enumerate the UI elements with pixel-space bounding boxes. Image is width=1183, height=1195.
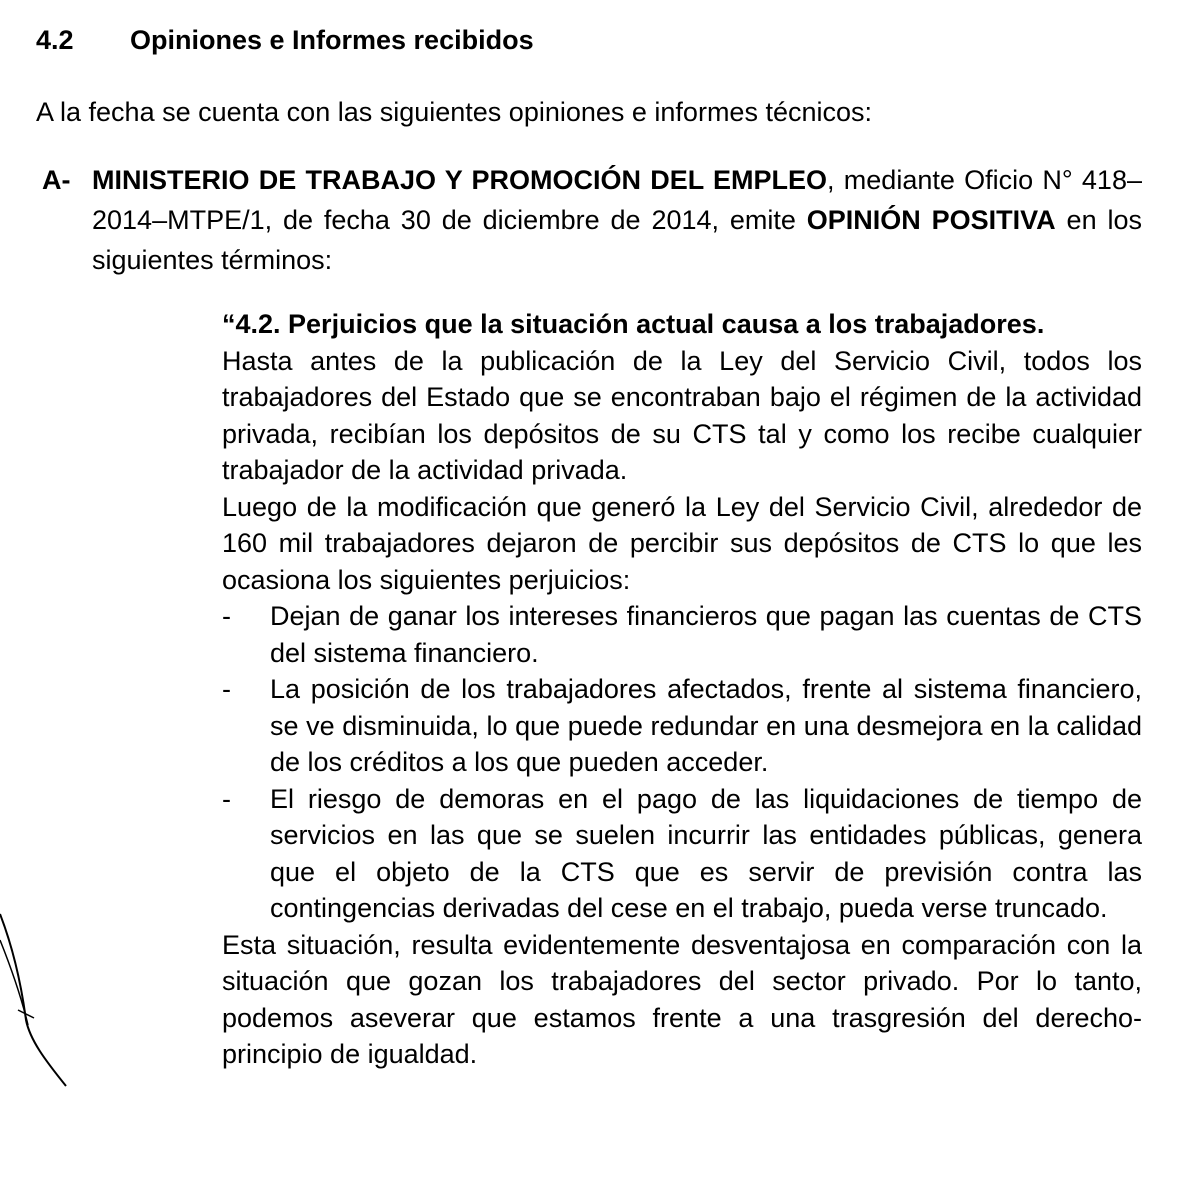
section-heading (36, 22, 534, 58)
quote-paragraph-3: Esta situación, resulta evidentemente desventajosa en comparación con la situación que gozan los trabajadores del sector privado. Por lo tanto, podemos aseverar que estamos frente a una trasgresión del derecho-principio de igualdad. (222, 929, 1142, 1069)
quoted-block (222, 306, 1142, 1073)
list-item (222, 671, 1142, 781)
quote-paragraph-1: Hasta antes de la publicación de la Ley del Servicio Civil, todos los trabajadores del Estado que se encontraban bajo el régimen de la actividad privada, recibían los depósitos de su CTS tal y como los recibe cualquier trabajador de la actividad privada. (222, 345, 1142, 485)
quote-heading: “4.2. Perjuicios que la situación actual causa a los trabajadores. (222, 309, 1045, 339)
perjuicios-list (222, 598, 1142, 927)
list-item-text: El riesgo de demoras en el pago de las liquidaciones de tiempo de servicios en las que se suelen incurrir las entidades públicas, genera que el objeto de la CTS que es servir de previsión contra las contingencias derivadas del cese en el trabajo, pueda verse truncado. (270, 783, 1142, 923)
list-item (222, 781, 1142, 927)
list-item-text: Dejan de ganar los intereses financieros que pagan las cuentas de CTS del sistema financiero. (270, 601, 1142, 668)
list-dash: - (222, 601, 231, 631)
entry-body (92, 160, 1142, 280)
entry-text-2: en los siguientes términos: (92, 205, 1142, 275)
entry-marker: A- (42, 165, 71, 195)
list-dash: - (222, 674, 231, 704)
intro-paragraph: A la fecha se cuenta con las siguientes opiniones e informes técnicos: (36, 97, 872, 127)
section-title: Opiniones e Informes recibidos (130, 25, 534, 55)
list-item (222, 598, 1142, 671)
organization-name: MINISTERIO DE TRABAJO Y PROMOCIÓN DEL EMPLEO (92, 165, 828, 195)
opinion-label: OPINIÓN POSITIVA (806, 205, 1056, 235)
entry-text-1: , mediante Oficio N° 418–2014–MTPE/1, de fecha 30 de diciembre de 2014, emite (92, 165, 1142, 235)
quote-paragraph-2: Luego de la modificación que generó la Ley del Servicio Civil, alrededor de 160 mil trabajadores dejaron de percibir sus depósitos de CTS lo que les ocasiona los siguientes perjuicios: (222, 491, 1142, 595)
section-number: 4.2 (36, 25, 74, 55)
margin-signature-mark (0, 900, 80, 1100)
list-item-text: La posición de los trabajadores afectados, frente al sistema financiero, se ve disminuida, lo que puede redundar en una desmejora en la calidad de los créditos a los que pueden acceder. (270, 674, 1142, 777)
list-dash: - (222, 783, 231, 814)
entry-a (42, 160, 1142, 280)
